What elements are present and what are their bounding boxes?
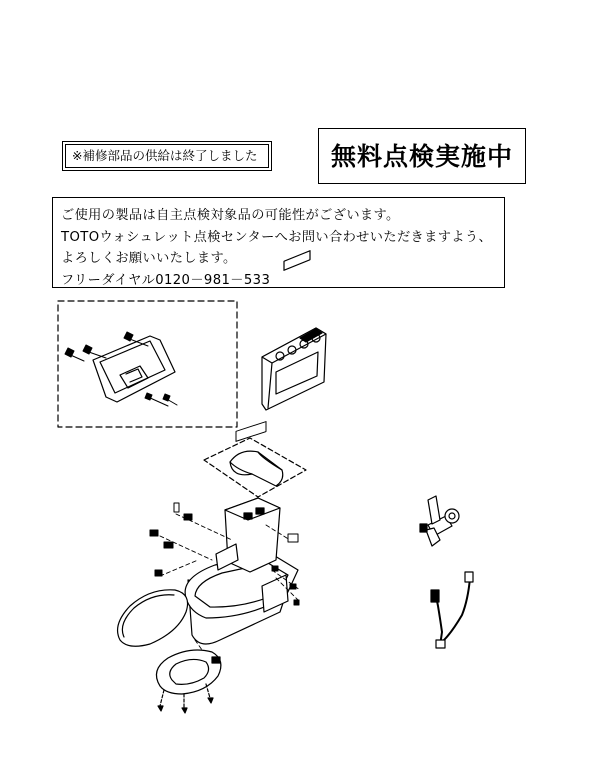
message-line-1: ご使用の製品は自主点検対象品の可能性がございます。 xyxy=(61,208,400,223)
message-line-2: TOTOウォシュレット点検センターへお問い合わせいただきますよう、 xyxy=(61,229,493,245)
cover-part-illustration xyxy=(204,438,306,497)
free-dial-number[interactable]: フリーダイヤル0120－981－533 xyxy=(61,272,271,288)
stop-valve-illustration xyxy=(420,496,459,546)
free-inspection-badge: 無料点検実施中 xyxy=(318,128,526,184)
supply-hose-illustration xyxy=(431,572,473,648)
toilet-seat-illustration xyxy=(156,650,220,713)
toilet-lid-illustration xyxy=(118,590,188,646)
remote-bracket-illustration xyxy=(58,301,237,427)
parts-supply-ended-text: ※補修部品の供給は終了しました xyxy=(65,144,269,168)
message-line-3: よろしくお願いいたします。 xyxy=(61,251,237,266)
remote-control-illustration xyxy=(262,251,326,410)
